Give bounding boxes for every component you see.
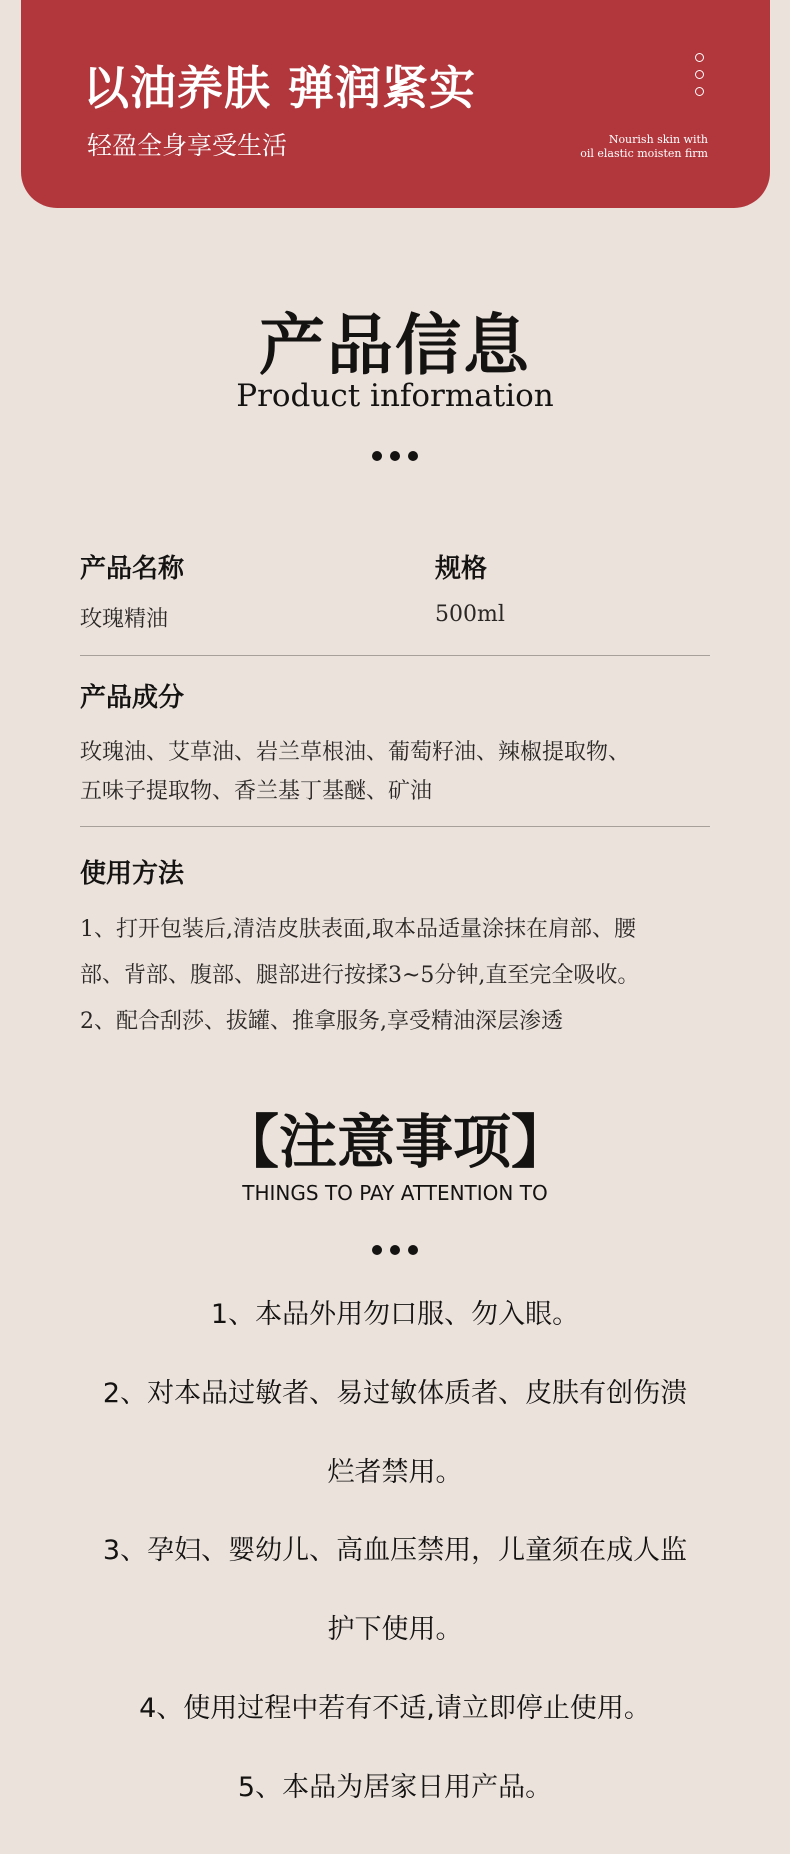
notice-item-3-line-2: 护下使用。 — [327, 1614, 463, 1645]
notice-subtitle: THINGS TO PAY ATTENTION TO — [242, 1181, 548, 1205]
banner-title: 以油养肤 弹润紧实 — [83, 61, 477, 115]
banner-english-tagline — [580, 133, 708, 161]
usage-line-3: 2、配合刮莎、拔罐、推拿服务,享受精油深层渗透 — [80, 1009, 563, 1034]
product-info-subtitle: Product information — [236, 378, 554, 414]
notice-item-3-line-1: 3、孕妇、婴幼儿、高血压禁用，儿童须在成人监 — [102, 1535, 688, 1566]
product-name-label: 产品名称 — [80, 554, 185, 584]
usage-label: 使用方法 — [80, 859, 185, 889]
header-banner — [21, 0, 770, 208]
ingredients-label: 产品成分 — [80, 683, 185, 713]
banner-subtitle: 轻盈全身享受生活 — [87, 131, 288, 160]
banner-english-line-2: oil elastic moisten firm — [580, 147, 708, 160]
usage-line-2: 部、背部、腹部、腿部进行按揉3~5分钟,直至完全吸收。 — [80, 963, 640, 988]
notice-item-4: 4、使用过程中若有不适,请立即停止使用。 — [139, 1693, 651, 1724]
banner-english-line-1: Nourish skin with — [608, 133, 708, 146]
section-dots-icon — [0, 1245, 790, 1255]
ingredients-line-2: 五味子提取物、香兰基丁基醚、矿油 — [80, 779, 433, 804]
ingredients-line-1: 玫瑰油、艾草油、岩兰草根油、葡萄籽油、辣椒提取物、 — [80, 740, 631, 765]
notice-title: 【注意事项】 — [220, 1108, 569, 1176]
divider — [80, 655, 710, 656]
ingredients-block — [80, 677, 710, 811]
section-dots-icon — [0, 451, 790, 461]
usage-block — [80, 853, 710, 1045]
vertical-dots-icon — [695, 53, 707, 104]
notice-item-1: 1、本品外用勿口服、勿入眼。 — [210, 1299, 580, 1330]
notice-item-5: 5、本品为居家日用产品。 — [237, 1772, 553, 1803]
spec-label: 规格 — [435, 554, 488, 584]
product-name-value: 玫瑰精油 — [80, 607, 169, 632]
divider — [80, 826, 710, 827]
notice-item-2-line-1: 2、对本品过敏者、易过敏体质者、皮肤有创伤溃 — [102, 1378, 688, 1409]
product-info-title: 产品信息 — [259, 306, 531, 384]
notice-item-2-line-2: 烂者禁用。 — [327, 1457, 463, 1488]
usage-line-1: 1、打开包装后,清洁皮肤表面,取本品适量涂抹在肩部、腰 — [80, 917, 636, 942]
spec-value: 500ml — [435, 602, 505, 627]
